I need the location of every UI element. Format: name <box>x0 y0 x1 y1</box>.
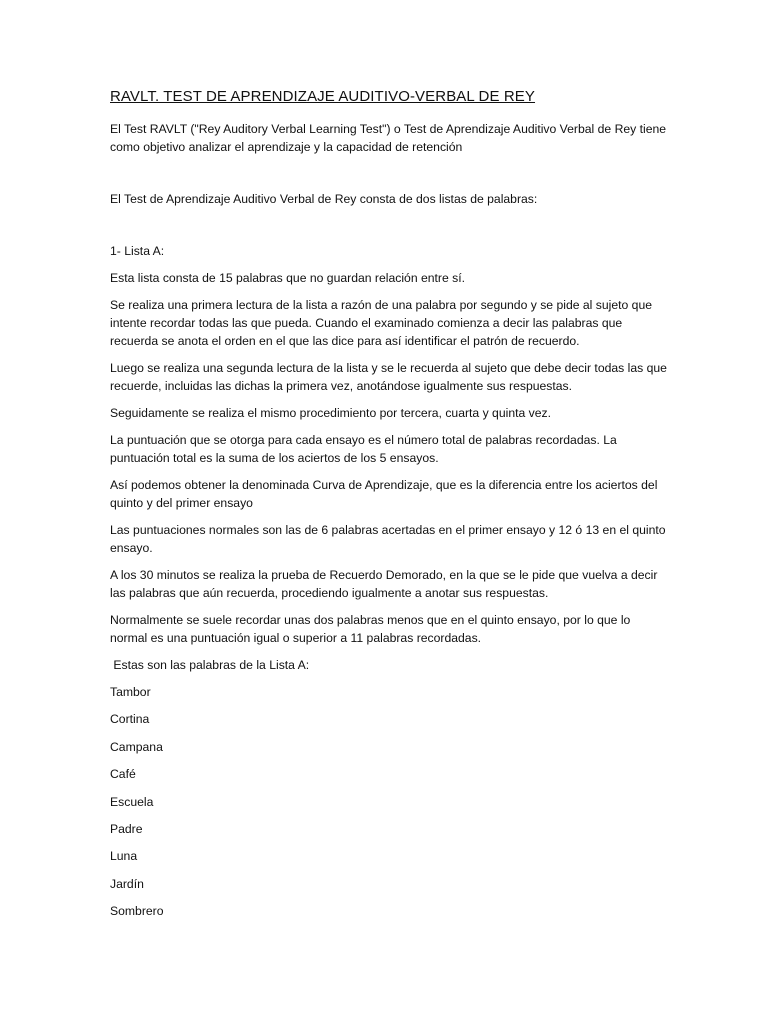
list-item: Escuela <box>110 794 154 809</box>
list-item: Tambor <box>110 685 151 699</box>
body-paragraph: Luego se realiza una segunda lectura de la lista y se le recuerda al sujeto que debe decir todas las que recuerde, incluidas las dichas la primera vez, anotándose igualmente sus respuestas. <box>110 361 667 393</box>
list-item: Jardín <box>110 876 144 891</box>
list-a-intro: Estas son las palabras de la Lista A: <box>110 658 310 672</box>
list-item: Sombrero <box>110 904 164 919</box>
document-title: RAVLT. TEST DE APRENDIZAJE AUDITIVO-VERBAL DE REY <box>110 88 536 105</box>
body-paragraph: Se realiza una primera lectura de la lista a razón de una palabra por segundo y se pide al sujeto que intente recordar todas las que pueda. Cuando el examinado comienza a decir las palabras que recuerda se anota el orden en el que las dice para así identificar el patrón de recuerdo. <box>110 298 653 348</box>
spacer <box>110 217 670 242</box>
body-paragraph: La puntuación que se otorga para cada ensayo es el número total de palabras recordadas. La puntuación total es la suma de los aciertos de los 5 ensayos. <box>110 433 617 465</box>
body-paragraph: Las puntuaciones normales son las de 6 palabras acertadas en el primer ensayo y 12 ó 13 en el quinto ensayo. <box>110 523 666 555</box>
intro-paragraph: El Test RAVLT ("Rey Auditory Verbal Learning Test") o Test de Aprendizaje Auditivo Verbal de Rey tiene como objetivo analizar el aprendizaje y la capacidad de retención <box>110 122 667 154</box>
list-item: Luna <box>110 849 138 864</box>
list-a-words <box>110 683 670 920</box>
list-item: Cortina <box>110 712 150 727</box>
document-body <box>110 88 670 930</box>
body-paragraph: Seguidamente se realiza el mismo procedimiento por tercera, cuarta y quinta vez. <box>110 406 551 420</box>
list-item: Padre <box>110 821 143 836</box>
body-paragraph: Normalmente se suele recordar unas dos palabras menos que en el quinto ensayo, por lo que lo normal es una puntuación igual o superior a 11 palabras recordadas. <box>110 613 631 645</box>
body-paragraph: Así podemos obtener la denominada Curva de Aprendizaje, que es la diferencia entre los aciertos del quinto y del primer ensayo <box>110 478 658 510</box>
body-paragraph: A los 30 minutos se realiza la prueba de Recuerdo Demorado, en la que se le pide que vuelva a decir las palabras que aún recuerda, procediendo igualmente a anotar sus respuestas. <box>110 568 658 600</box>
list-item: Café <box>110 767 136 782</box>
spacer <box>110 165 670 190</box>
body-paragraph: Esta lista consta de 15 palabras que no guardan relación entre sí. <box>110 271 466 285</box>
section-heading-lista-a: 1- Lista A: <box>110 244 165 258</box>
lists-intro-paragraph: El Test de Aprendizaje Auditivo Verbal de Rey consta de dos listas de palabras: <box>110 192 538 206</box>
list-item: Campana <box>110 739 163 754</box>
